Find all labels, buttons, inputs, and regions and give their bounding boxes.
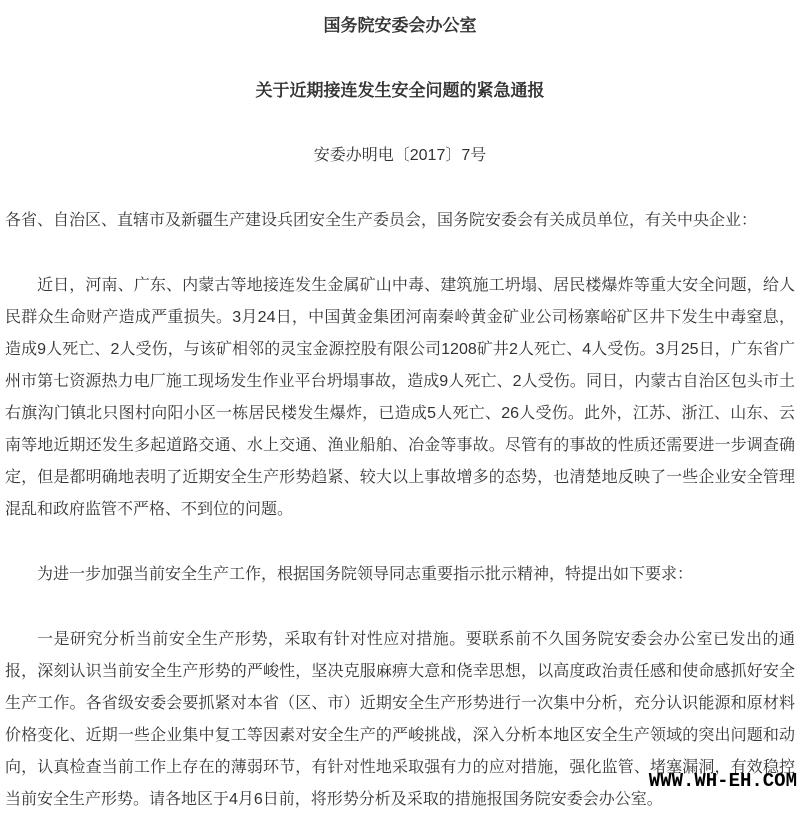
body-paragraph-requirement-one: 一是研究分析当前安全生产形势，采取有针对性应对措施。要联系前不久国务院安委会办公室已发出的通报，深刻认识当前安全生产形势的严峻性，坚决克服麻痹大意和侥幸思想，以高度政治责任感和使命感抓好安全生产工作。各省级安委会要抓紧对本省（区、市）近期安全生产形势进行一次集中分析，充分认识能源和原材料价格变化、近期一些企业集中复工等因素对安全生产的严峻挑战，深入分析本地区安全生产领域的突出问题和动向，认真检查当前工作上存在的薄弱环节，有针对性地采取强有力的应对措施，强化监管、堵塞漏洞，有效稳控当前安全生产形势。请各地区于4月6日前，将形势分析及采取的措施报国务院安委会办公室。 [5,631,795,808]
document-number: 安委办明电〔2017〕7号 [313,147,487,164]
body-paragraph-incidents: 近日，河南、广东、内蒙古等地接连发生金属矿山中毒、建筑施工坍塌、居民楼爆炸等重大安全问题，给人民群众生命财产造成严重损失。3月24日，中国黄金集团河南秦岭黄金矿业公司杨寨峪矿区井下发生中毒窒息，造成9人死亡、2人受伤，与该矿相邻的灵宝金源控股有限公司1208矿井2人死亡、4人受伤。3月25日，广东省广州市第七资源热力电厂施工现场发生作业平台坍塌事故，造成9人死亡、2人受伤。同日，内蒙古自治区包头市土右旗沟门镇北只图村向阳小区一栋居民楼发生爆炸，已造成5人死亡、26人受伤。此外，江苏、浙江、山东、云南等地近期还发生多起道路交通、水上交通、渔业船舶、冶金等事故。尽管有的事故的性质还需要进一步调查确定，但是都明确地表明了近期安全生产形势趋紧、较大以上事故增多的态势，也清楚地反映了一些企业安全管理混乱和政府监管不严格、不到位的问题。 [5,277,795,518]
salutation-line: 各省、自治区、直辖市及新疆生产建设兵团安全生产委员会，国务院安委会有关成员单位，有关中央企业： [5,212,758,229]
document-subject-title: 关于近期接连发生安全问题的紧急通报 [255,81,545,100]
body-paragraph-requirements-intro: 为进一步加强当前安全生产工作，根据国务院领导同志重要指示批示精神，特提出如下要求： [37,566,694,583]
issuing-authority-title: 国务院安委会办公室 [323,16,477,35]
site-watermark: WWW.WH-EH.COM [648,770,797,792]
